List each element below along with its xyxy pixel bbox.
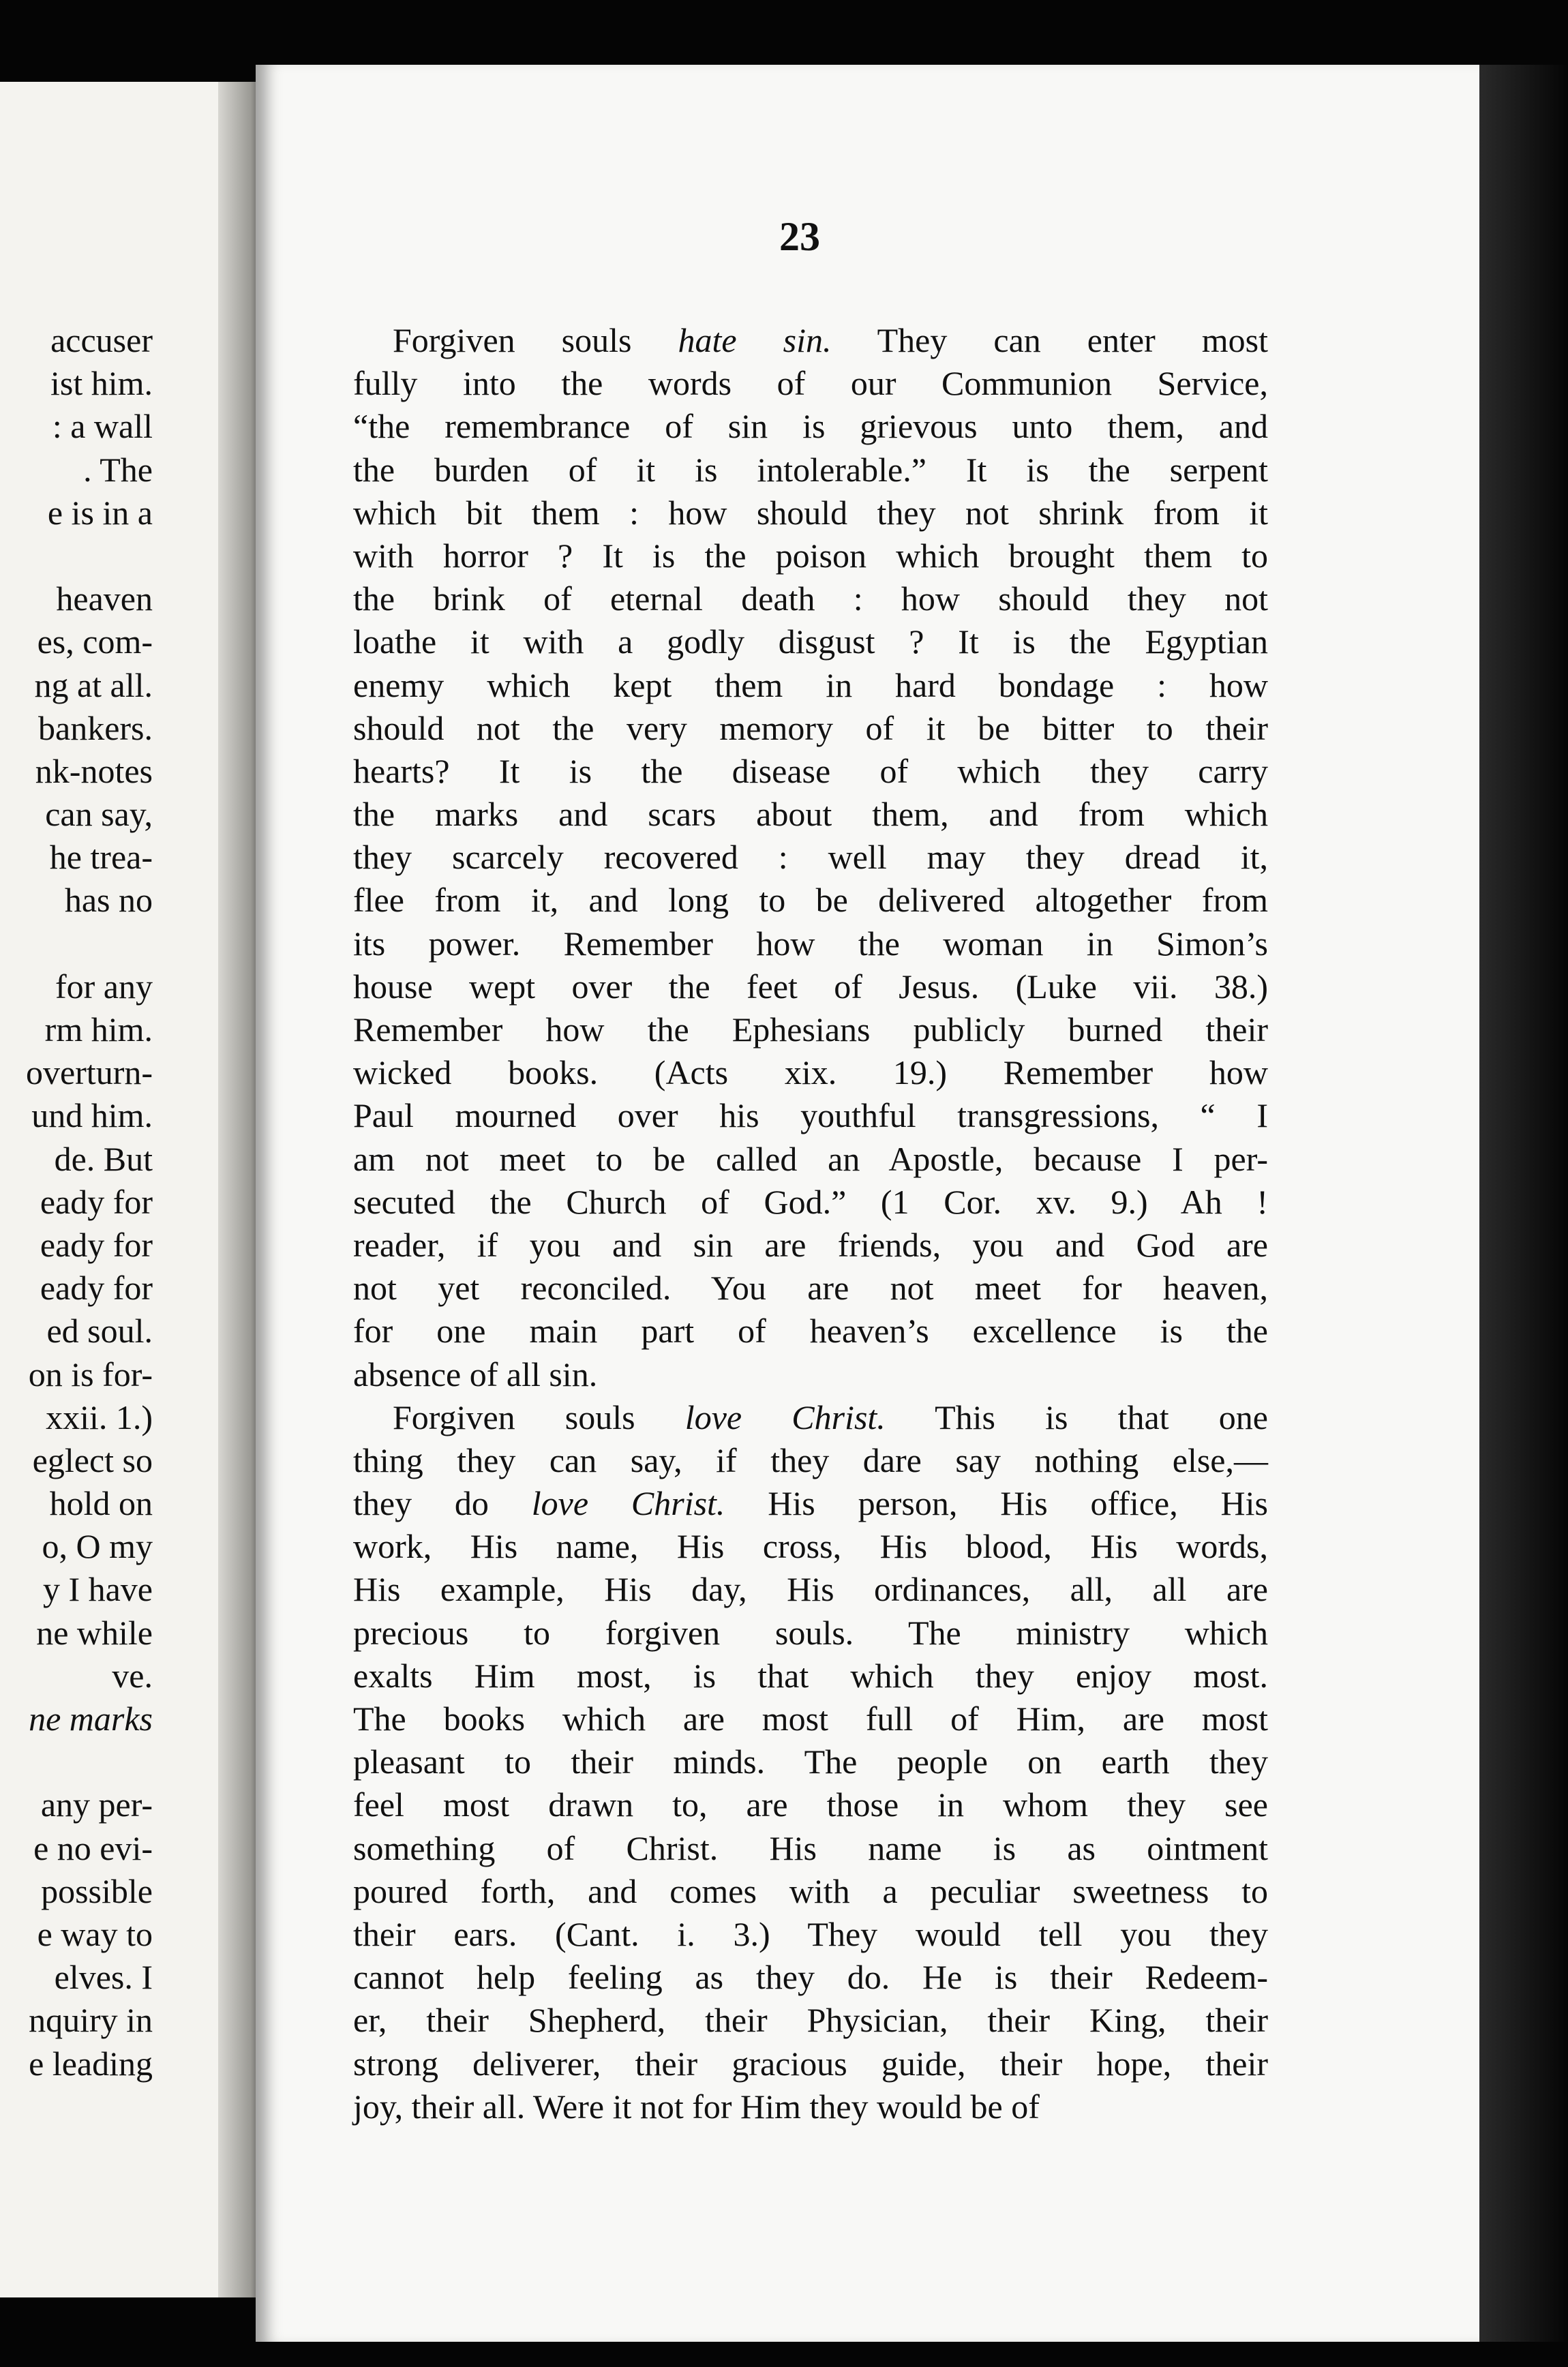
text-line: feel most drawn to, are those in whom they see: [353, 1785, 1268, 1824]
text-line: “the remembrance of sin is grievous unto them, and: [353, 407, 1268, 446]
text-line: strong deliverer, their gracious guide, their hope, their: [353, 2044, 1268, 2083]
left-page-line: eady for: [40, 1225, 153, 1264]
left-page-line: hold on: [49, 1484, 153, 1523]
text-line: Forgiven souls love Christ. This is that one: [393, 1398, 1268, 1436]
text-line: fully into the words of our Communion Service,: [353, 364, 1268, 403]
text-line: hearts? It is the disease of which they carry: [353, 751, 1268, 790]
left-page-text: [26, 319, 153, 2085]
text-line: poured forth, and comes with a peculiar sweetness to: [353, 1871, 1268, 1910]
text-line: its power. Remember how the woman in Simon’s: [353, 924, 1268, 963]
emphasis-text: hate sin.: [678, 321, 832, 359]
text-line: joy, their all. Were it not for Him they would be of: [353, 2087, 1040, 2126]
left-page-line: possible: [41, 1871, 153, 1910]
left-page-line: overturn-: [25, 1053, 153, 1092]
text-line: their ears. (Cant. i. 3.) They would tell you they: [353, 1914, 1268, 1953]
left-page-line: e no evi-: [33, 1828, 153, 1867]
left-page-line: bankers.: [38, 708, 153, 747]
text-line: should not the very memory of it be bitter to their: [353, 708, 1268, 747]
left-page-line: eglect so: [32, 1441, 153, 1479]
text-line: cannot help feeling as they do. He is their Redeem-: [353, 1958, 1268, 1997]
left-page-line: und him.: [31, 1096, 153, 1135]
left-page-line: xxii. 1.): [46, 1398, 153, 1436]
text-line: loathe it with a godly disgust ? It is the Egyptian: [353, 622, 1268, 661]
left-page-line: [26, 922, 153, 965]
text-line: The books which are most full of Him, are most: [353, 1700, 1268, 1738]
body-text: [353, 319, 1268, 2128]
text-line: with horror ? It is the poison which brought them to: [353, 536, 1268, 575]
text-line: am not meet to be called an Apostle, because I per-: [353, 1139, 1268, 1178]
text-line: absence of all sin.: [353, 1355, 598, 1393]
left-page-line: has no: [64, 881, 153, 920]
left-page-line: eady for: [40, 1269, 153, 1308]
text-line: house wept over the feet of Jesus. (Luke vii. 38.): [353, 967, 1268, 1006]
text-line: Forgiven souls hate sin. They can enter most: [393, 321, 1268, 359]
left-page-line: any per-: [40, 1785, 153, 1824]
left-page-line: es, com-: [37, 622, 153, 661]
left-page-line: . The: [83, 450, 153, 489]
left-page-line: o, O my: [42, 1527, 153, 1566]
text-line: something of Christ. His name is as ointment: [353, 1828, 1268, 1867]
left-page-line: he trea-: [49, 838, 153, 877]
text-line: not yet reconciled. You are not meet for heaven,: [353, 1269, 1268, 1308]
left-page-line: rm him.: [44, 1010, 153, 1049]
left-page-line: e leading: [29, 2044, 153, 2083]
text-line: precious to forgiven souls. The ministry which: [353, 1613, 1268, 1652]
text-line: reader, if you and sin are friends, you and God are: [353, 1225, 1268, 1264]
text-line: enemy which kept them in hard bondage : how: [353, 665, 1268, 704]
text-line: His example, His day, His ordinances, all, all are: [353, 1570, 1268, 1609]
emphasis-text: love Christ.: [531, 1484, 725, 1523]
text-line: wicked books. (Acts xix. 19.) Remember how: [353, 1053, 1268, 1092]
left-page-line: de. But: [54, 1139, 153, 1178]
text-line: the burden of it is intolerable.” It is the serpent: [353, 450, 1268, 489]
text-line: the marks and scars about them, and from which: [353, 795, 1268, 834]
text-line: secuted the Church of God.” (1 Cor. xv. 9.) Ah !: [353, 1182, 1268, 1221]
right-page-edge: [1479, 65, 1568, 2342]
left-page-line: ed soul.: [46, 1312, 153, 1351]
left-page-line: can say,: [45, 795, 153, 834]
left-page-line: ne while: [36, 1613, 153, 1652]
left-page-line: accuser: [50, 321, 153, 359]
text-line: they scarcely recovered : well may they dread it,: [353, 838, 1268, 877]
text-line: work, His name, His cross, His blood, His words,: [353, 1527, 1268, 1566]
left-page-line: ne marks: [29, 1700, 153, 1738]
text-line: they do love Christ. His person, His office, His: [353, 1484, 1268, 1523]
left-page-line: elves. I: [54, 1958, 153, 1997]
left-page-line: heaven: [56, 579, 153, 618]
text-line: flee from it, and long to be delivered altogether from: [353, 881, 1268, 920]
left-page-line: for any: [55, 967, 153, 1006]
emphasis-text: love Christ.: [684, 1398, 886, 1436]
left-page-line: [26, 534, 153, 577]
text-line: thing they can say, if they dare say nothing else,—: [353, 1441, 1268, 1479]
text-line: pleasant to their minds. The people on earth they: [353, 1743, 1268, 1781]
text-line: for one main part of heaven’s excellence is the: [353, 1312, 1268, 1351]
left-page-line: e way to: [37, 1914, 153, 1953]
left-page-line: eady for: [40, 1182, 153, 1221]
left-page-line: e is in a: [47, 493, 153, 532]
left-page-line: nk-notes: [35, 751, 153, 790]
text-line: er, their Shepherd, their Physician, their King, their: [353, 2001, 1268, 2040]
left-page-line: ist him.: [50, 364, 153, 403]
left-page-line: : a wall: [52, 407, 153, 446]
text-line: Remember how the Ephesians publicly burned their: [353, 1010, 1268, 1049]
left-page-line: [26, 1740, 153, 1783]
left-page-line: ve.: [112, 1656, 153, 1695]
left-page-line: nquiry in: [29, 2001, 153, 2040]
text-line: Paul mourned over his youthful transgressions, “ I: [353, 1096, 1268, 1135]
left-page-line: y I have: [42, 1570, 153, 1609]
left-page-line: on is for-: [28, 1355, 153, 1393]
text-line: which bit them : how should they not shrink from it: [353, 493, 1268, 532]
left-page-line: ng at all.: [34, 665, 153, 704]
text-line: the brink of eternal death : how should they not: [353, 579, 1268, 618]
text-line: exalts Him most, is that which they enjoy most.: [353, 1656, 1268, 1695]
page-number: 23: [779, 214, 820, 259]
